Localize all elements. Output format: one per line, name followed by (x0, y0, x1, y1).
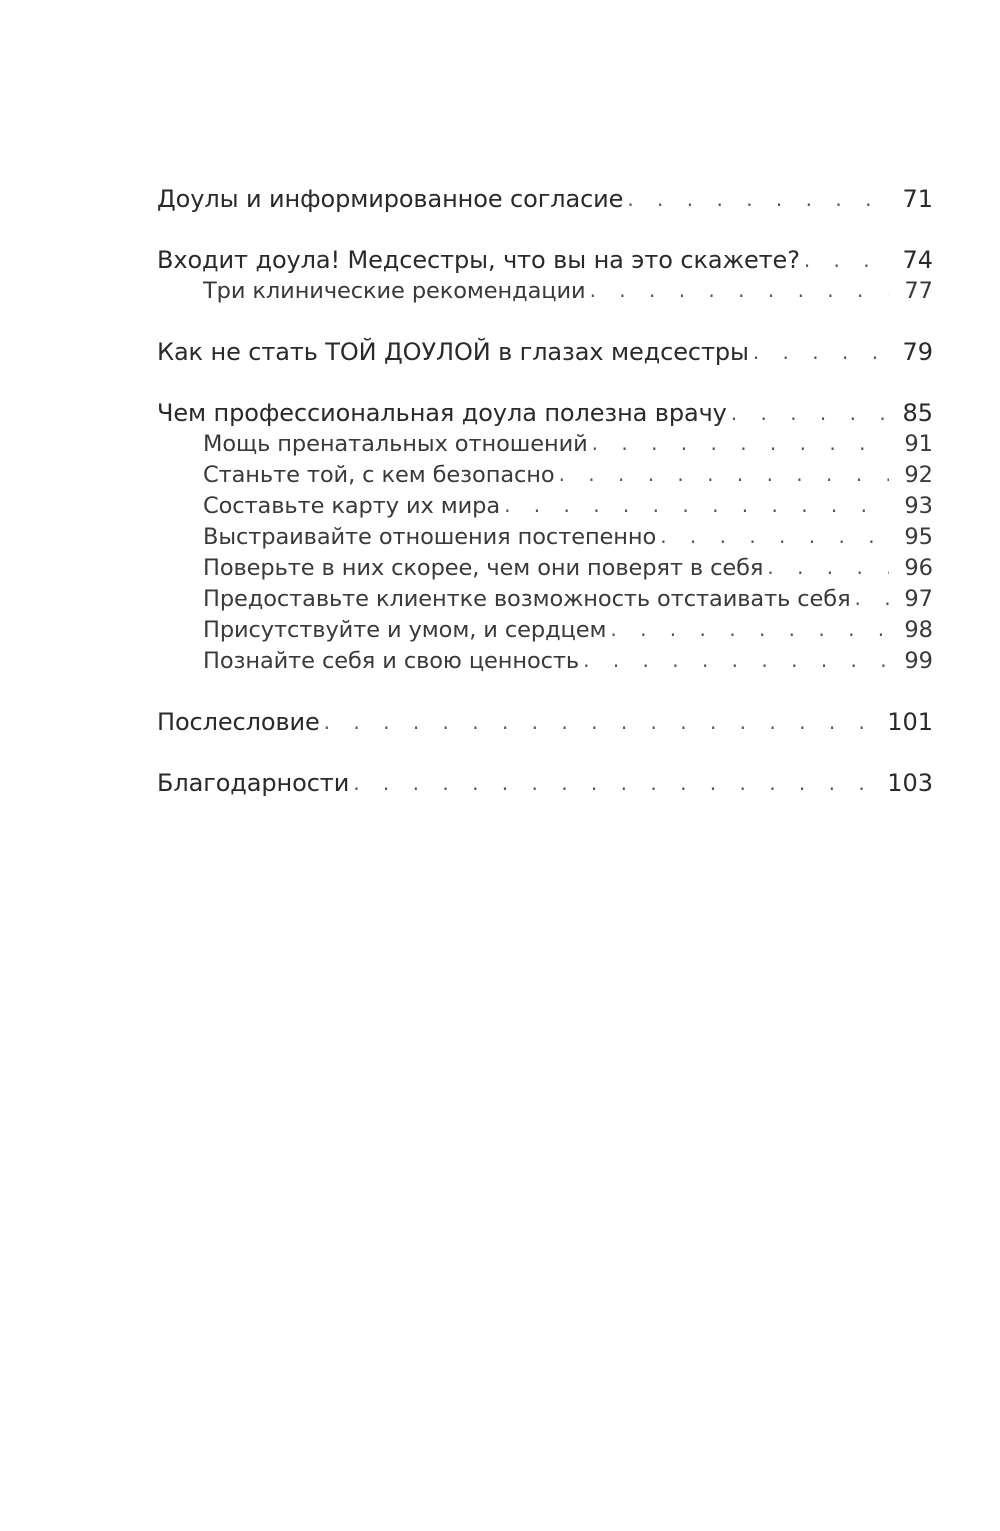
toc-subentry-page: 77 (904, 278, 933, 304)
toc-entry-title: Благодарности (157, 769, 350, 797)
table-of-contents (157, 184, 933, 799)
toc-subentry-page: 92 (904, 462, 933, 488)
toc-subentry[interactable] (157, 584, 933, 615)
toc-subentry-page: 91 (904, 431, 933, 457)
toc-entry[interactable] (157, 398, 933, 429)
toc-entry-page: 101 (887, 708, 933, 736)
toc-leader-dots (855, 583, 889, 614)
toc-subentry-title: Предоставьте клиентке возможность отстаивать себя (203, 586, 851, 612)
toc-subentry-page: 96 (904, 555, 933, 581)
toc-leader-dots (731, 398, 889, 429)
toc-subentry[interactable] (157, 429, 933, 460)
toc-leader-dots (559, 459, 889, 490)
toc-subentry[interactable] (157, 615, 933, 646)
toc-subentry-page: 99 (904, 648, 933, 674)
toc-subentry-page: 97 (904, 586, 933, 612)
toc-subentry-page: 95 (904, 524, 933, 550)
toc-subentry[interactable] (157, 522, 933, 553)
toc-subentry-page: 93 (904, 493, 933, 519)
toc-subentry-page: 98 (904, 617, 933, 643)
toc-subentry-title: Составьте карту их мира (203, 493, 501, 519)
toc-leader-dots (583, 645, 889, 676)
toc-leader-dots (590, 275, 889, 306)
toc-subentry[interactable] (157, 553, 933, 584)
toc-subentry-title: Мощь пренатальных отношений (203, 431, 588, 457)
toc-leader-dots (353, 768, 879, 799)
toc-entry-page: 103 (887, 769, 933, 797)
toc-entry-title: Чем профессиональная доула полезна врачу (157, 399, 727, 427)
toc-leader-dots (504, 490, 889, 521)
toc-subentry[interactable] (157, 460, 933, 491)
toc-entry-page: 85 (902, 399, 933, 427)
toc-entry[interactable] (157, 337, 933, 368)
toc-entry[interactable] (157, 707, 933, 738)
toc-leader-dots (324, 707, 880, 738)
toc-subentry[interactable] (157, 646, 933, 677)
toc-subentry-title: Станьте той, с кем безопасно (203, 462, 555, 488)
toc-subentry-title: Познайте себя и свою ценность (203, 648, 580, 674)
toc-leader-dots (627, 184, 889, 215)
toc-entry-page: 71 (902, 185, 933, 213)
toc-entry[interactable] (157, 768, 933, 799)
toc-leader-dots (767, 552, 889, 583)
toc-subentry-title: Выстраивайте отношения постепенно (203, 524, 657, 550)
toc-leader-dots (592, 428, 889, 459)
toc-entry-title: Доулы и информированное согласие (157, 185, 624, 213)
toc-subentry-title: Поверьте в них скорее, чем они поверят в себя (203, 555, 764, 581)
toc-subentry-title: Три клинические рекомендации (203, 278, 586, 304)
toc-leader-dots (753, 337, 889, 368)
toc-entry-title: Входит доула! Медсестры, что вы на это скажете? (157, 246, 800, 274)
toc-entry-page: 79 (902, 338, 933, 366)
toc-leader-dots (660, 521, 889, 552)
toc-leader-dots (804, 245, 889, 276)
toc-entry-page: 74 (902, 246, 933, 274)
toc-entry-title: Послесловие (157, 708, 320, 736)
toc-leader-dots (610, 614, 889, 645)
toc-entry[interactable] (157, 184, 933, 215)
toc-subentry[interactable] (157, 276, 933, 307)
toc-entry-title: Как не стать ТОЙ ДОУЛОЙ в глазах медсестры (157, 338, 749, 366)
toc-entry[interactable] (157, 245, 933, 276)
toc-subentry-title: Присутствуйте и умом, и сердцем (203, 617, 607, 643)
toc-subentry[interactable] (157, 491, 933, 522)
